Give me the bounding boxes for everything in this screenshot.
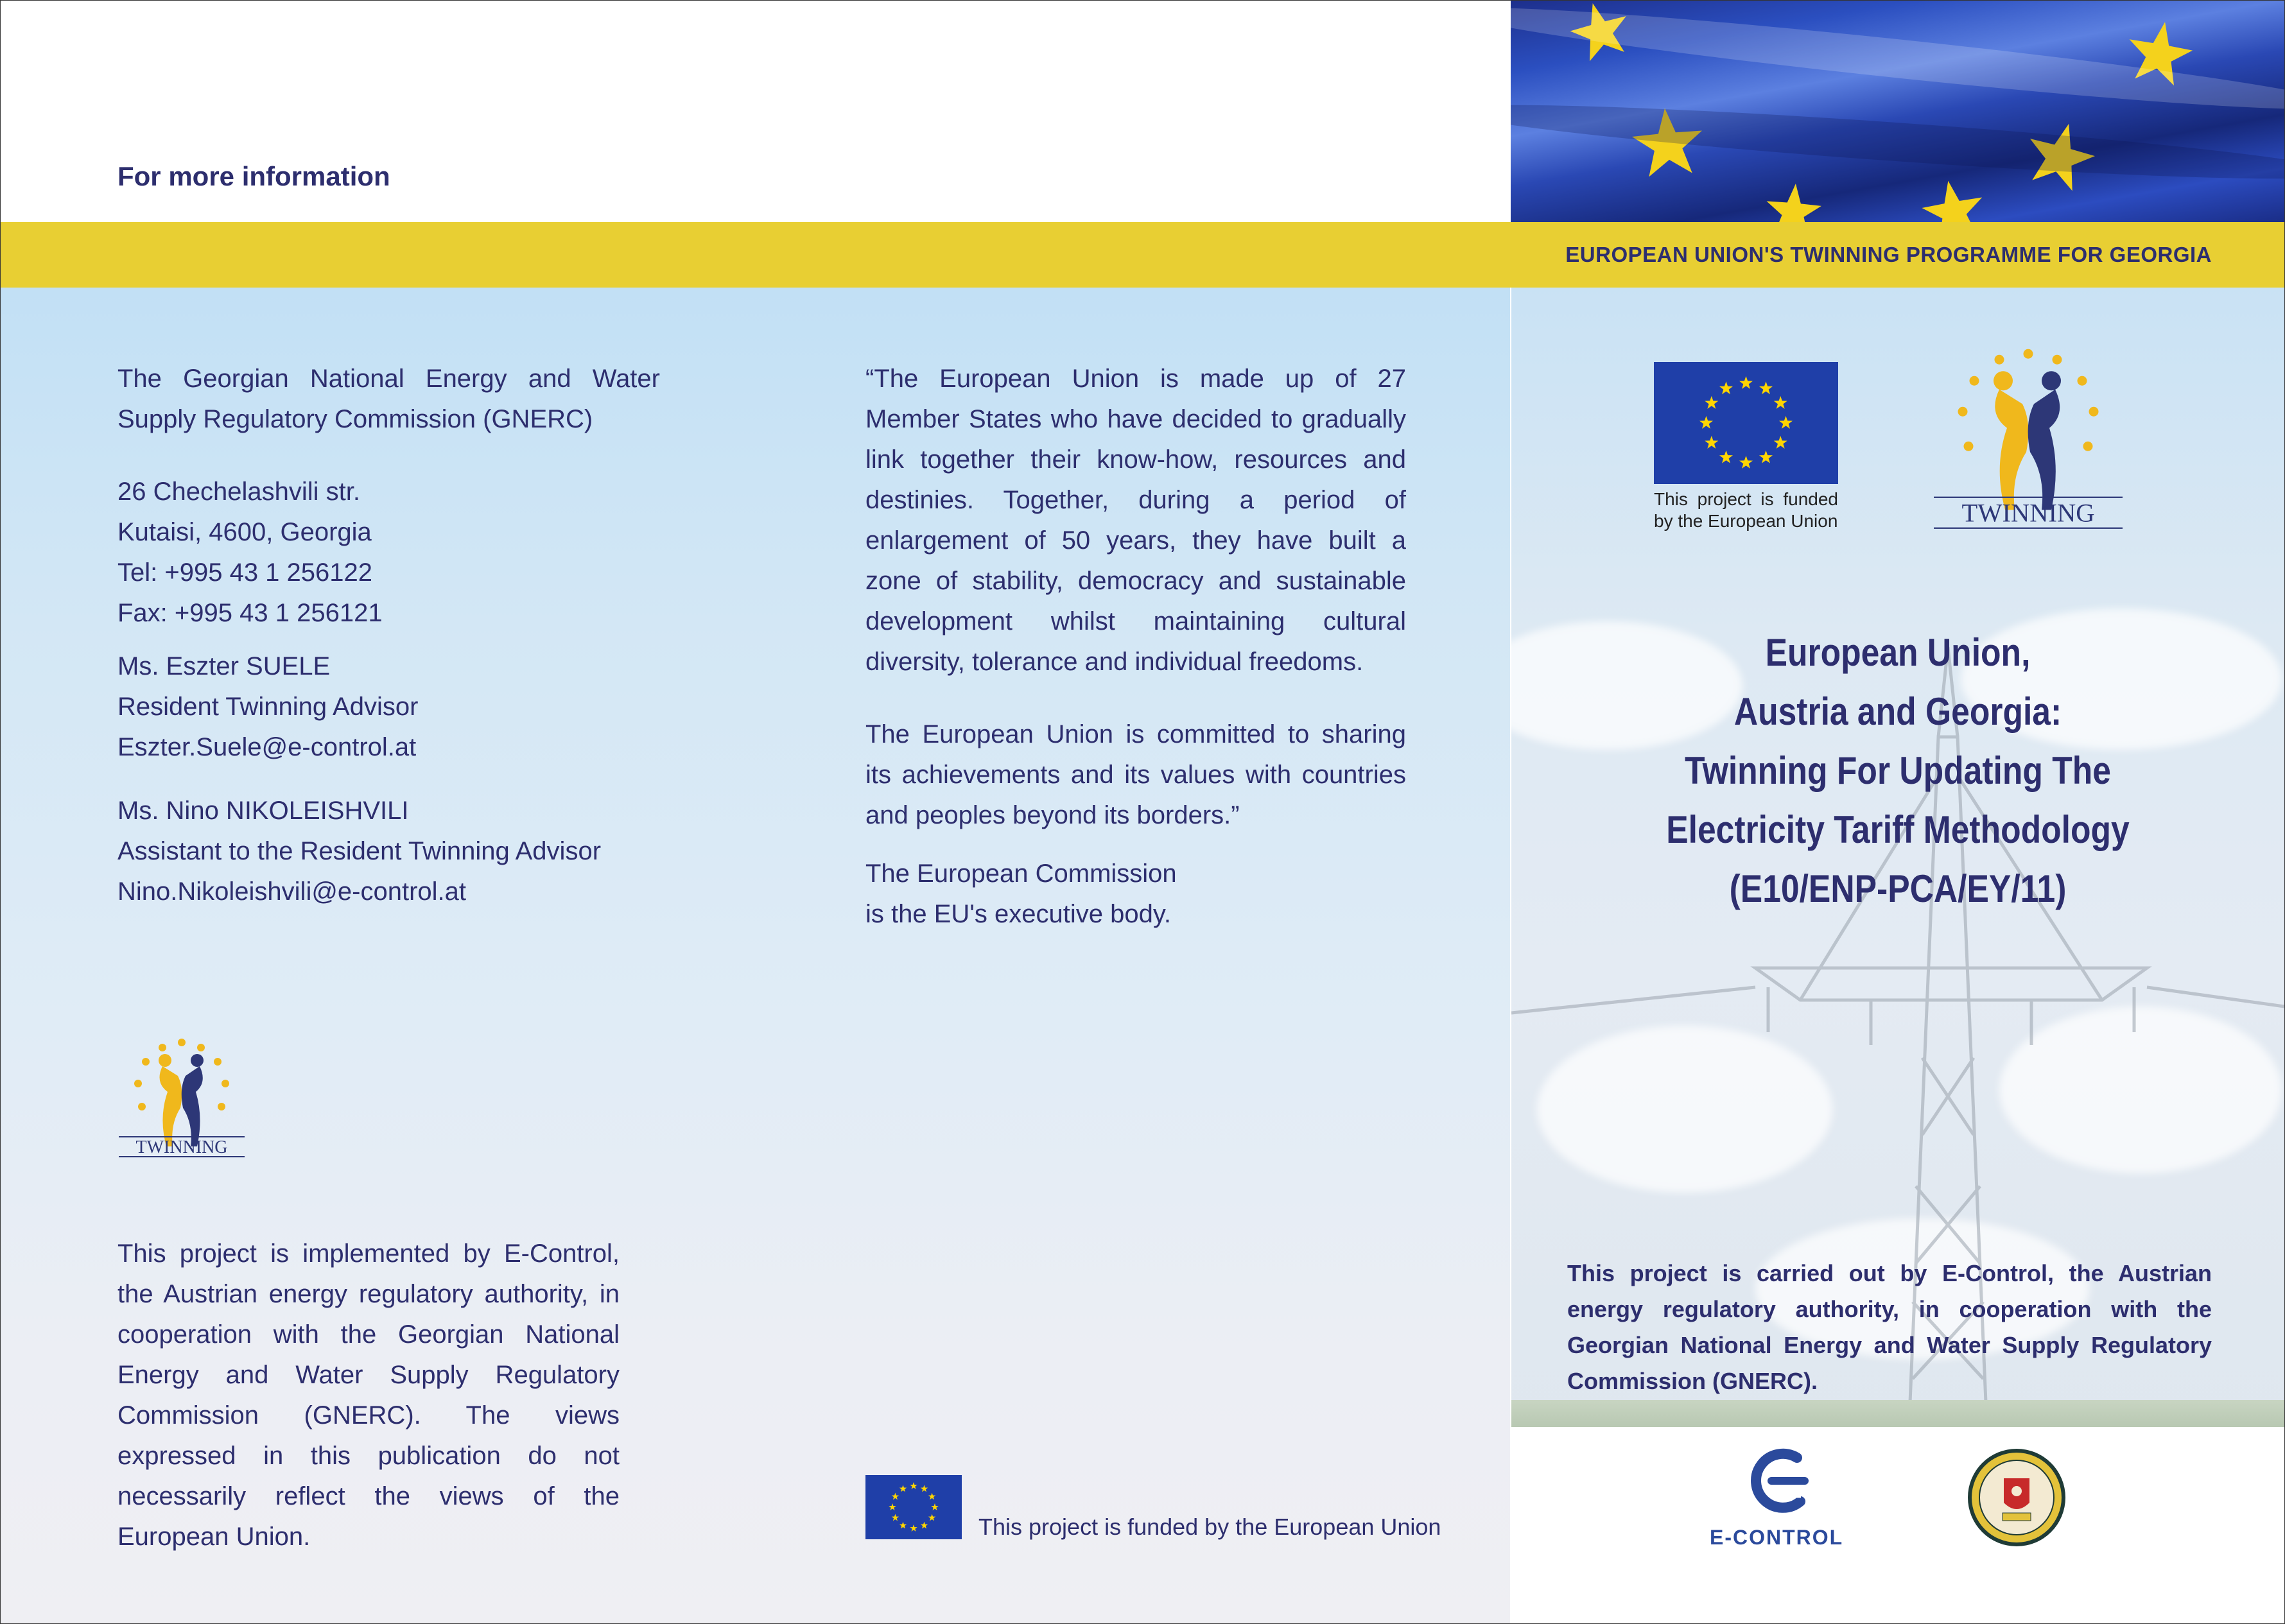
eu-star-icon [921,1522,928,1529]
title-line: European Union, [1765,631,2031,674]
twinning-figures-icon [1932,346,2124,532]
twinning-logo-large [1932,346,2124,532]
address-line: Kutaisi, 4600, Georgia [117,518,372,546]
eu-star-icon [1719,381,1733,394]
eu-flag-small [865,1475,962,1539]
more-info-heading: For more information [117,161,390,191]
programme-title: EUROPEAN UNION'S TWINNING PROGRAMME FOR GEORGIA [1565,243,2212,266]
title-line: Austria and Georgia: [1733,690,2062,733]
eu-funded-caption: by the European Union [1654,511,1838,531]
org-name-line2: Supply Regulatory Commission (GNERC) [117,405,593,433]
eu-star-icon [899,1485,907,1492]
commission-line: The European Commission [865,860,1177,888]
contact-name: Ms. Eszter SUELE [117,652,331,680]
twinning-figures-icon [117,1037,246,1159]
contact-email[interactable]: Nino.Nikoleishvili@e-control.at [117,877,467,906]
gnerc-seal-icon [1965,1446,2068,1549]
eu-star-icon [910,1482,917,1489]
ground-strip [1511,1400,2284,1427]
eu-star-icon [1705,396,1718,409]
eu-flag-large [1654,362,1838,484]
cover-footer [1511,1427,2284,1623]
eu-funded-caption: This project is funded [1654,489,1838,509]
econtrol-label: E-CONTROL [1710,1526,1844,1549]
twinning-logo-text: TWINNING [135,1137,228,1157]
title-line: Twinning For Updating The [1684,749,2112,792]
eu-star-icon [1779,416,1793,429]
eu-flag-banner [1511,1,2284,222]
eu-quote-column [865,359,1406,955]
eu-star-icon [1705,436,1718,449]
commission-line: is the EU's executive body. [865,900,1172,928]
eu-star-icon [899,1522,907,1529]
eu-star-icon [1699,416,1713,429]
title-line: Electricity Tariff Methodology [1666,808,2130,851]
eu-star-icon [1739,456,1753,469]
eu-star-icon [921,1485,928,1492]
eu-stars-icon [1654,362,1838,484]
eu-star-icon [910,1525,917,1532]
eu-star-icon [928,1493,935,1500]
eu-star-icon [1774,436,1787,449]
contact-role: Resident Twinning Advisor [117,693,419,721]
eu-star-icon [1719,451,1733,463]
title-line: (E10/ENP-PCA/EY/11) [1729,867,2067,910]
econtrol-e-icon [1746,1445,1816,1516]
eu-star-icon [1774,396,1787,409]
eu-star-icon [1739,376,1753,389]
contact-name: Ms. Nino NIKOLEISHVILI [117,797,409,825]
econtrol-logo [1746,1445,1816,1516]
org-name-line1: The Georgian National Energy and Water [117,365,660,393]
fax-line: Fax: +995 43 1 256121 [117,599,383,627]
twinning-logo-text: TWINNING [1961,498,2095,528]
phone-line: Tel: +995 43 1 256122 [117,558,373,587]
implemented-disclaimer: This project is implemented by E-Control, the Austrian energy regulatory authority, in cooperation with the Georgian National Energy and Water Supply Regulatory Commission (GNERC). The views expressed in this publication do not necessarily reflect the views of the European Union. [117,1240,620,1551]
eu-star-icon [931,1503,938,1510]
contact-email[interactable]: Eszter.Suele@e-control.at [117,733,417,761]
quote-paragraph: “The European Union is made up of 27 Member States who have decided to gradually link together their know-how, resources and destinies. Together, during a period of enlargement of 50 years, they have built a zone of stability, democracy and sustainable development whilst maintaining cultural diversity, tolerance and individual freedoms. [865,365,1406,676]
eu-star-icon [889,1503,896,1510]
eu-stars-icon [865,1475,962,1539]
address-line: 26 Chechelashvili str. [117,478,360,506]
contact-column [117,359,660,933]
eu-star-icon [1759,381,1773,394]
eu-star-icon [928,1514,935,1521]
eu-star-icon [892,1493,899,1500]
funded-note: This project is funded by the European Union [978,1514,1441,1540]
brochure-title [1565,623,2230,919]
eu-star-icon [892,1514,899,1521]
gnerc-seal [1965,1446,2068,1549]
quote-paragraph: The European Union is committed to sharing its achievements and its values with countries and peoples beyond its borders.” [865,720,1406,829]
contact-role: Assistant to the Resident Twinning Advisor [117,837,602,865]
eu-star-icon [1759,451,1773,463]
twinning-logo-small [117,1037,246,1159]
carried-out-statement: This project is carried out by E-Control, the Austrian energy regulatory authority, in cooperation with the Georgian National Energy and Water Supply Regulatory Commission (GNERC). [1567,1260,2212,1394]
